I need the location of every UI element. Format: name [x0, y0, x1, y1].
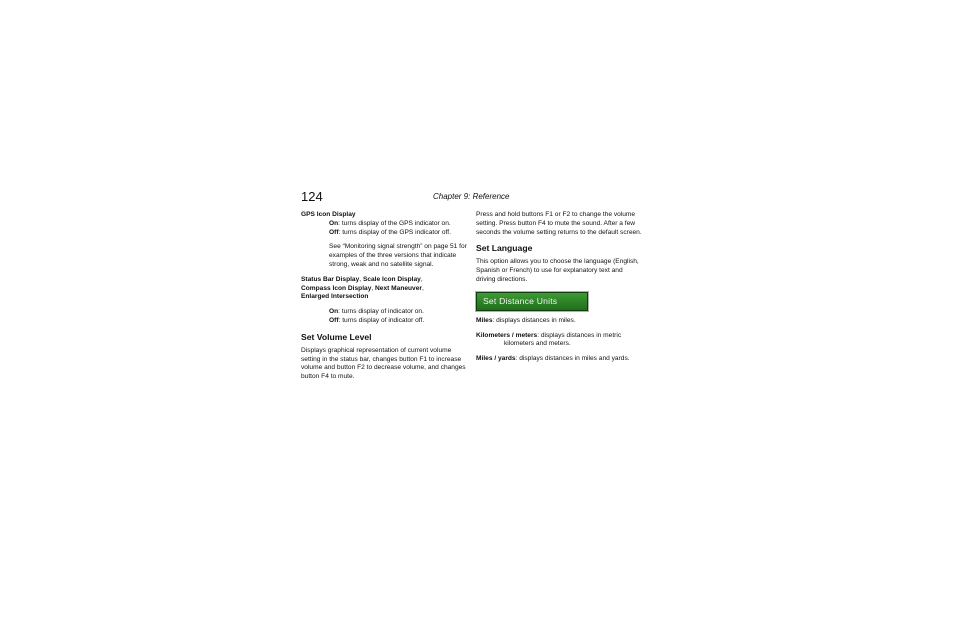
- miles-yards-desc: : displays distances in miles and yards.: [515, 355, 630, 363]
- left-column: [301, 211, 467, 382]
- indicator-on-term: On: [329, 308, 339, 316]
- next-maneuver-term: Next Maneuver: [375, 284, 422, 292]
- gps-on-term: On: [329, 219, 339, 227]
- miles-desc: : displays distances in miles.: [492, 316, 576, 324]
- see-note: See “Monitoring signal strength” on page 51 for examples of the three versions that indicate strong, weak and no satellite signal.: [329, 243, 467, 268]
- set-volume-level-heading: Set Volume Level: [301, 331, 372, 342]
- compass-icon-display-term: Compass Icon Display: [301, 284, 372, 292]
- gps-off-item: [301, 229, 467, 238]
- volume-continued-body: Press and hold buttons F1 or F2 to change the volume setting. Press button F4 to mute the sound. After a few seconds the volume setting returns to the default screen.: [476, 211, 642, 236]
- miles-yards-item: [476, 355, 642, 364]
- gps-off-term: Off: [329, 228, 339, 236]
- indicator-on-item: [301, 308, 467, 317]
- running-head: Chapter 9: Reference: [433, 192, 510, 201]
- gps-on-item: [301, 220, 467, 229]
- indicator-off-desc: : turns display of indicator off.: [338, 316, 425, 324]
- status-bar-display-term: Status Bar Display: [301, 275, 360, 283]
- indicator-off-term: Off: [329, 316, 339, 324]
- miles-term: Miles: [476, 316, 493, 324]
- kilometers-item: [476, 332, 642, 350]
- scale-icon-display-term: Scale Icon Display: [362, 275, 421, 283]
- page-number: 124: [301, 189, 323, 204]
- kilometers-term: Kilometers / meters: [476, 331, 538, 339]
- kilometers-desc: : displays distances in metric kilometers and meters.: [504, 331, 622, 348]
- miles-yards-term: Miles / yards: [476, 355, 516, 363]
- enlarged-intersection-term: Enlarged Intersection: [301, 293, 369, 301]
- gps-on-desc: : turns display of the GPS indicator on.: [338, 219, 451, 227]
- gps-off-desc: : turns display of the GPS indicator off.: [338, 228, 451, 236]
- gps-icon-display-title: GPS Icon Display: [301, 211, 356, 218]
- indicator-off-item: [301, 317, 467, 326]
- set-language-heading: Set Language: [476, 243, 533, 254]
- miles-item: [476, 317, 642, 326]
- set-distance-units-button: Set Distance Units: [476, 292, 588, 311]
- set-language-body: This option allows you to choose the language (English, Spanish or French) to use for explanatory text and driving directions.: [476, 258, 639, 283]
- set-volume-level-body: Displays graphical representation of current volume setting in the status bar, changes button F1 to increase volume and button F2 to decrease volume, and changes button F4 to mute.: [301, 346, 466, 381]
- display-options-title: Status Bar Display, Scale Icon Display, Compass Icon Display, Next Maneuver, Enlarged Intersection: [301, 275, 424, 301]
- right-column: [476, 211, 642, 364]
- indicator-on-desc: : turns display of indicator on.: [338, 308, 424, 316]
